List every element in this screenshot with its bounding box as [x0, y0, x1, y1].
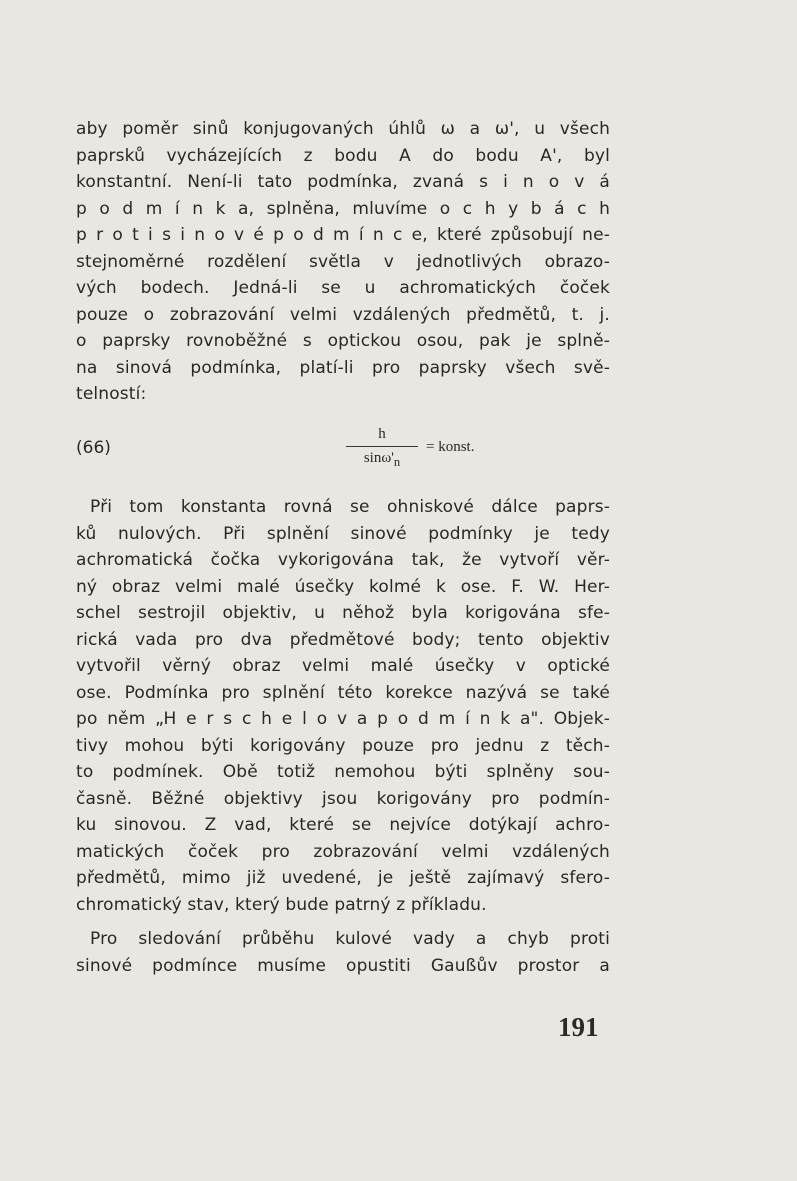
- text-line: na sinová podmínka, platí-li pro paprsky všech svě-: [76, 357, 610, 378]
- text-line: p r o t i s i n o v é p o d m í n c e, které způsobují ne-: [76, 225, 610, 245]
- text-line: po něm „H e r s c h e l o v a p o d m í n k a". Objek-: [76, 709, 610, 729]
- text-line: Pro sledování průběhu kulové vady a chyb proti: [90, 929, 610, 949]
- text-line: pouze o zobrazování velmi vzdálených předmětů, t. j.: [76, 304, 610, 325]
- text-line: p o d m í n k a, splněna, mluvíme o c h y b á c h: [76, 198, 610, 219]
- text-line: ků nulových. Při splnění sinové podmínky je tedy: [76, 523, 610, 544]
- text-line: matických čoček pro zobrazování velmi vzdálených: [76, 841, 610, 862]
- text-line: ný obraz velmi malé úsečky kolmé k ose. F. W. Her-: [76, 576, 610, 597]
- text-line: aby poměr sinů konjugovaných úhlů ω a ω', u všech: [76, 119, 610, 139]
- equation-fraction: [346, 426, 418, 470]
- denominator-subscript: n: [393, 455, 401, 469]
- text-line: achromatická čočka vykorigována tak, že vytvoří věr-: [76, 550, 610, 570]
- equation-number: (66): [76, 438, 111, 458]
- text-line: časně. Běžné objektivy jsou korigovány pro podmín-: [76, 788, 610, 809]
- page-number: 191: [558, 1012, 599, 1042]
- text-line: tivy mohou býti korigovány pouze pro jednu z těch-: [76, 735, 610, 756]
- text-line: telností:: [76, 384, 147, 404]
- text-line: ose. Podmínka pro splnění této korekce nazývá se také: [76, 682, 610, 703]
- text-line: vých bodech. Jedná-li se u achromatických čoček: [76, 278, 610, 298]
- paragraph-1: [76, 116, 610, 408]
- text-line: o paprsky rovnoběžné s optickou osou, pak je splně-: [76, 331, 610, 351]
- text-line: paprsků vycházejících z bodu A do bodu A', byl: [76, 145, 610, 166]
- equation-rhs: = konst.: [426, 439, 475, 455]
- text-line: ku sinovou. Z vad, které se nejvíce dotýkají achro-: [76, 815, 610, 835]
- text-line: předmětů, mimo již uvedené, je ještě zajímavý sfero-: [76, 868, 610, 888]
- text-line: stejnoměrné rozdělení světla v jednotlivých obrazo-: [76, 251, 610, 272]
- fraction-denominator: [346, 450, 418, 470]
- paragraph-3: [76, 926, 610, 979]
- text-line: Při tom konstanta rovná se ohniskové dálce paprs-: [90, 497, 610, 517]
- text-line: vytvořil věrný obraz velmi malé úsečky v optické: [76, 656, 610, 676]
- text-line: schel sestrojil objektiv, u něhož byla korigována sfe-: [76, 603, 610, 623]
- fraction-bar: [346, 446, 418, 447]
- equation-66: [76, 426, 610, 476]
- denominator-text: sinω': [363, 450, 394, 466]
- paragraph-2: [76, 494, 610, 918]
- text-line: chromatický stav, který bude patrný z příkladu.: [76, 894, 487, 915]
- fraction-numerator: h: [378, 426, 386, 442]
- text-line: rická vada pro dva předmětové body; tento objektiv: [76, 629, 610, 650]
- text-line: konstantní. Není-li tato podmínka, zvaná s i n o v á: [76, 172, 610, 192]
- text-line: sinové podmínce musíme opustiti Gaußův prostor a: [76, 955, 610, 976]
- text-line: to podmínek. Obě totiž nemohou býti splněny sou-: [76, 762, 610, 782]
